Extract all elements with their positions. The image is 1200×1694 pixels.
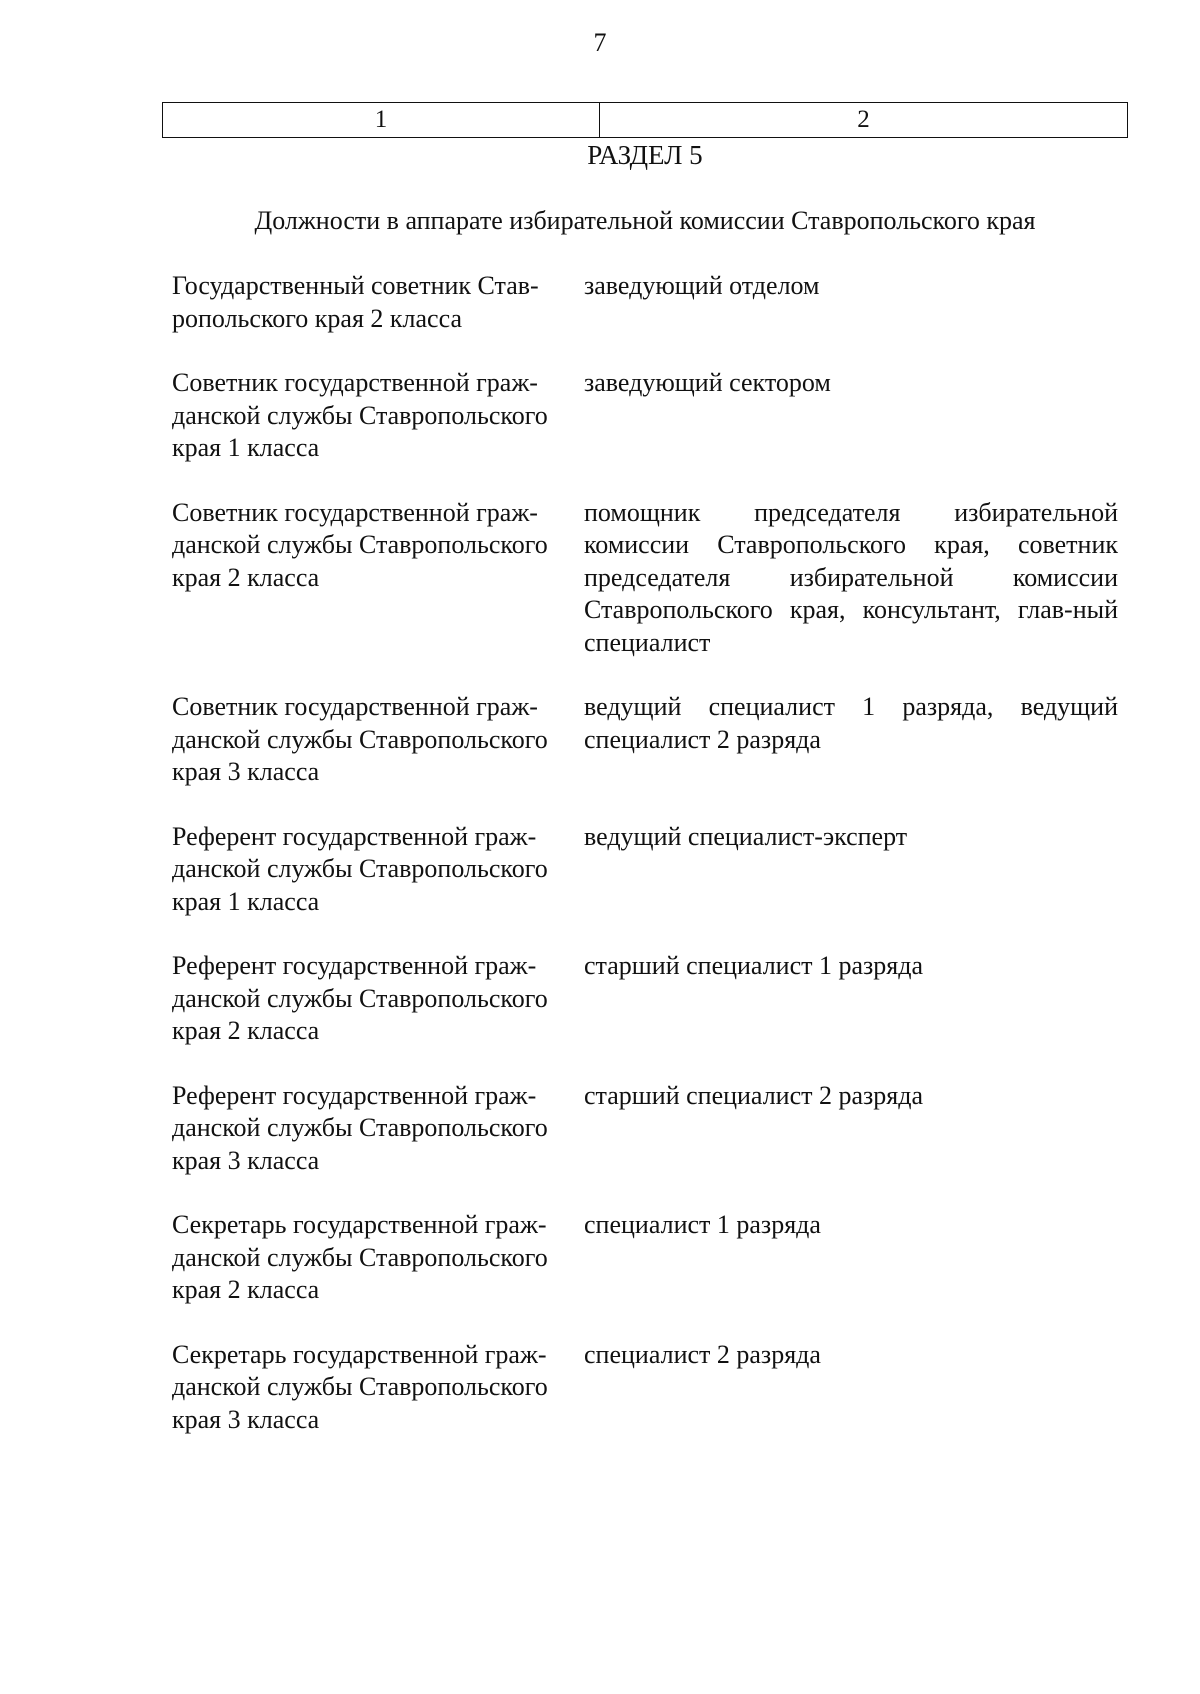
positions-text: специалист 1 разряда [584,1210,821,1239]
rank-text: Референт государственной граж-данской службы Ставропольского края 2 класса [172,951,548,1045]
list-item [172,270,1118,335]
rank-text: Референт государственной граж-данской службы Ставропольского края 3 класса [172,1080,548,1175]
positions-text: специалист 2 разряда [584,1339,821,1369]
page-number: 7 [593,28,607,57]
list-item [172,367,1118,465]
list-item [172,1209,1118,1307]
list-item [172,1339,1118,1437]
positions-text: заведующий сектором [584,368,831,397]
positions-text: ведущий специалист 1 разряда, ведущий специалист 2 разряда [584,692,1118,754]
rank-text: Советник государственной граж-данской службы Ставропольского края 3 класса [172,692,548,786]
column-header-table [162,102,1128,138]
positions-text: ведущий специалист-эксперт [584,821,908,851]
column-header-2: 2 [857,106,870,133]
rank-text: Секретарь государственной граж-данской службы Ставропольского края 2 класса [172,1210,548,1304]
list-item [172,691,1118,789]
positions-text: заведующий отделом [584,271,820,300]
list-item [172,497,1118,660]
list-item [172,1080,1118,1178]
section-subtitle: Должности в аппарате избирательной комиссии Ставропольского края [254,206,1036,235]
list-item [172,950,1118,1048]
rank-text: Государственный советник Став-ропольского края 2 класса [172,271,539,333]
rank-text: Секретарь государственной граж-данской службы Ставропольского края 3 класса [172,1339,548,1434]
positions-text: старший специалист 2 разряда [584,1080,924,1110]
section-title: РАЗДЕЛ 5 [587,140,703,170]
rank-text: Советник государственной граж-данской службы Ставропольского края 2 класса [172,497,548,592]
positions-text: помощник председателя избирательной комиссии Ставропольского края, советник председателя избирательной комиссии Ставропольского края, консультант, глав-ный специалист [584,497,1118,657]
list-item [172,821,1118,919]
rank-text: Референт государственной граж-данской службы Ставропольского края 1 класса [172,821,548,916]
rank-text: Советник государственной граж-данской службы Ставропольского края 1 класса [172,368,548,462]
column-header-1: 1 [163,103,600,137]
rank-position-list [172,270,1118,1468]
positions-text: старший специалист 1 разряда [584,951,924,980]
